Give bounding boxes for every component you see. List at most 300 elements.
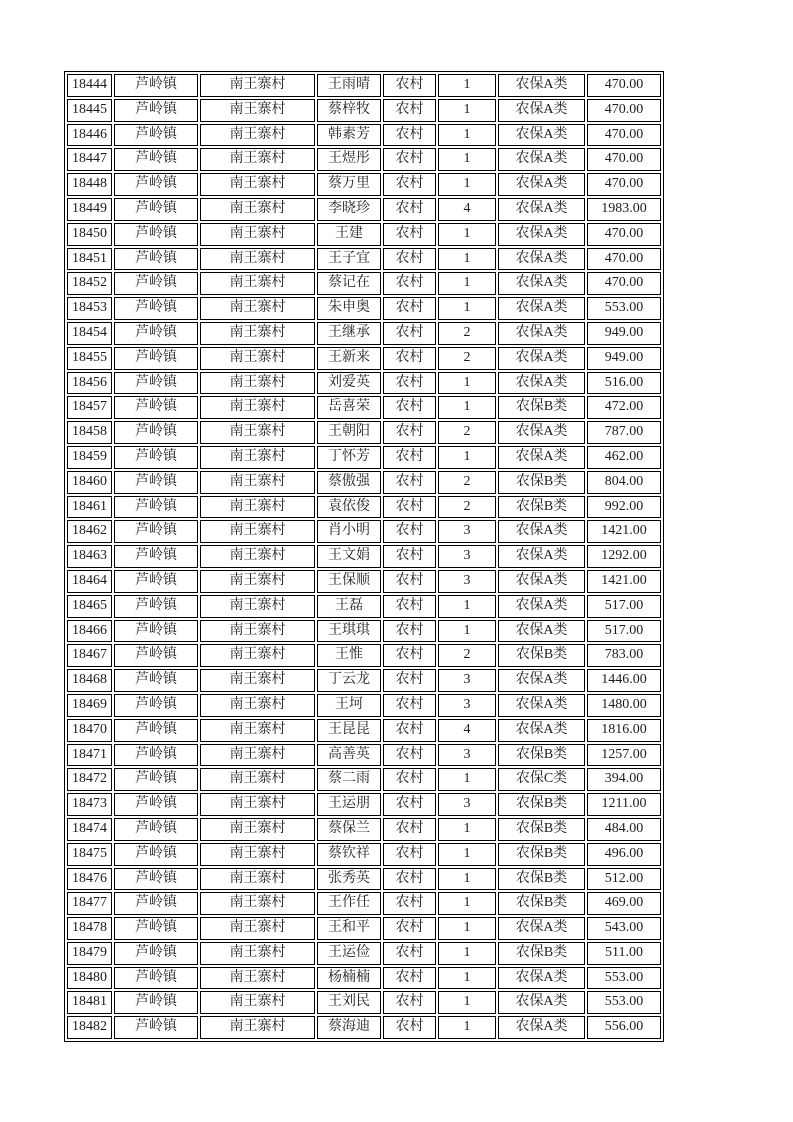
table-row — [67, 694, 661, 717]
cell-seq: 18446 — [67, 124, 112, 147]
cell-town: 芦岭镇 — [114, 471, 198, 494]
cell-town: 芦岭镇 — [114, 719, 198, 742]
cell-seq: 18468 — [67, 669, 112, 692]
cell-village: 南王寨村 — [200, 843, 315, 866]
cell-town: 芦岭镇 — [114, 843, 198, 866]
cell-amount: 470.00 — [587, 74, 661, 97]
cell-amount: 949.00 — [587, 347, 661, 370]
cell-category: 农保A类 — [498, 148, 585, 171]
cell-residence: 农村 — [383, 272, 436, 295]
cell-village: 南王寨村 — [200, 793, 315, 816]
cell-amount: 517.00 — [587, 620, 661, 643]
cell-town: 芦岭镇 — [114, 446, 198, 469]
cell-count: 1 — [438, 124, 496, 147]
cell-amount: 517.00 — [587, 595, 661, 618]
cell-village: 南王寨村 — [200, 272, 315, 295]
cell-name: 王保顺 — [317, 570, 381, 593]
cell-amount: 1480.00 — [587, 694, 661, 717]
cell-count: 2 — [438, 322, 496, 345]
cell-town: 芦岭镇 — [114, 520, 198, 543]
cell-residence: 农村 — [383, 620, 436, 643]
cell-name: 蔡二雨 — [317, 768, 381, 791]
insurance-payment-table — [64, 71, 664, 1042]
cell-name: 王文娟 — [317, 545, 381, 568]
cell-amount: 1211.00 — [587, 793, 661, 816]
table-row — [67, 744, 661, 767]
table-row — [67, 669, 661, 692]
cell-village: 南王寨村 — [200, 396, 315, 419]
cell-town: 芦岭镇 — [114, 620, 198, 643]
cell-seq: 18451 — [67, 248, 112, 271]
cell-amount: 1421.00 — [587, 570, 661, 593]
cell-village: 南王寨村 — [200, 744, 315, 767]
cell-residence: 农村 — [383, 545, 436, 568]
cell-village: 南王寨村 — [200, 991, 315, 1014]
cell-category: 农保A类 — [498, 297, 585, 320]
cell-town: 芦岭镇 — [114, 991, 198, 1014]
cell-amount: 516.00 — [587, 372, 661, 395]
cell-count: 1 — [438, 620, 496, 643]
cell-category: 农保A类 — [498, 570, 585, 593]
cell-category: 农保A类 — [498, 223, 585, 246]
cell-seq: 18480 — [67, 967, 112, 990]
cell-count: 2 — [438, 421, 496, 444]
cell-amount: 1816.00 — [587, 719, 661, 742]
cell-seq: 18466 — [67, 620, 112, 643]
cell-residence: 农村 — [383, 793, 436, 816]
cell-amount: 462.00 — [587, 446, 661, 469]
cell-count: 1 — [438, 868, 496, 891]
cell-name: 王刘民 — [317, 991, 381, 1014]
cell-village: 南王寨村 — [200, 768, 315, 791]
cell-village: 南王寨村 — [200, 545, 315, 568]
table-row — [67, 99, 661, 122]
cell-seq: 18461 — [67, 496, 112, 519]
cell-name: 高善英 — [317, 744, 381, 767]
table-row — [67, 793, 661, 816]
cell-residence: 农村 — [383, 223, 436, 246]
cell-category: 农保A类 — [498, 595, 585, 618]
cell-town: 芦岭镇 — [114, 744, 198, 767]
table-row — [67, 595, 661, 618]
cell-category: 农保A类 — [498, 446, 585, 469]
cell-residence: 农村 — [383, 372, 436, 395]
cell-seq: 18472 — [67, 768, 112, 791]
cell-residence: 农村 — [383, 768, 436, 791]
cell-amount: 992.00 — [587, 496, 661, 519]
cell-village: 南王寨村 — [200, 421, 315, 444]
cell-town: 芦岭镇 — [114, 74, 198, 97]
table-row — [67, 620, 661, 643]
cell-count: 3 — [438, 570, 496, 593]
cell-name: 王和平 — [317, 917, 381, 940]
cell-seq: 18453 — [67, 297, 112, 320]
cell-count: 1 — [438, 446, 496, 469]
cell-amount: 1421.00 — [587, 520, 661, 543]
cell-category: 农保A类 — [498, 74, 585, 97]
cell-amount: 470.00 — [587, 248, 661, 271]
cell-village: 南王寨村 — [200, 124, 315, 147]
cell-amount: 787.00 — [587, 421, 661, 444]
cell-category: 农保A类 — [498, 694, 585, 717]
cell-category: 农保A类 — [498, 719, 585, 742]
cell-amount: 496.00 — [587, 843, 661, 866]
cell-category: 农保A类 — [498, 372, 585, 395]
cell-amount: 470.00 — [587, 99, 661, 122]
cell-town: 芦岭镇 — [114, 496, 198, 519]
cell-amount: 472.00 — [587, 396, 661, 419]
cell-residence: 农村 — [383, 570, 436, 593]
cell-town: 芦岭镇 — [114, 644, 198, 667]
cell-amount: 484.00 — [587, 818, 661, 841]
cell-name: 肖小明 — [317, 520, 381, 543]
cell-residence: 农村 — [383, 74, 436, 97]
cell-village: 南王寨村 — [200, 446, 315, 469]
table-row — [67, 644, 661, 667]
cell-count: 1 — [438, 967, 496, 990]
cell-village: 南王寨村 — [200, 620, 315, 643]
cell-count: 1 — [438, 917, 496, 940]
cell-category: 农保B类 — [498, 892, 585, 915]
cell-village: 南王寨村 — [200, 917, 315, 940]
cell-seq: 18448 — [67, 173, 112, 196]
cell-category: 农保A类 — [498, 322, 585, 345]
cell-category: 农保B类 — [498, 496, 585, 519]
cell-residence: 农村 — [383, 694, 436, 717]
cell-amount: 553.00 — [587, 991, 661, 1014]
cell-amount: 470.00 — [587, 124, 661, 147]
cell-count: 1 — [438, 818, 496, 841]
cell-name: 王建 — [317, 223, 381, 246]
cell-count: 1 — [438, 148, 496, 171]
cell-town: 芦岭镇 — [114, 768, 198, 791]
cell-seq: 18452 — [67, 272, 112, 295]
cell-village: 南王寨村 — [200, 99, 315, 122]
table-row — [67, 545, 661, 568]
table-row — [67, 322, 661, 345]
cell-name: 蔡钦祥 — [317, 843, 381, 866]
cell-seq: 18462 — [67, 520, 112, 543]
cell-seq: 18473 — [67, 793, 112, 816]
cell-amount: 783.00 — [587, 644, 661, 667]
table-row — [67, 768, 661, 791]
cell-category: 农保A类 — [498, 520, 585, 543]
cell-name: 蔡万里 — [317, 173, 381, 196]
cell-amount: 470.00 — [587, 173, 661, 196]
cell-village: 南王寨村 — [200, 223, 315, 246]
cell-residence: 农村 — [383, 1016, 436, 1039]
cell-category: 农保B类 — [498, 471, 585, 494]
cell-amount: 470.00 — [587, 272, 661, 295]
cell-seq: 18464 — [67, 570, 112, 593]
cell-town: 芦岭镇 — [114, 545, 198, 568]
cell-name: 蔡傲强 — [317, 471, 381, 494]
cell-town: 芦岭镇 — [114, 818, 198, 841]
cell-count: 2 — [438, 471, 496, 494]
table-row — [67, 719, 661, 742]
cell-village: 南王寨村 — [200, 669, 315, 692]
cell-residence: 农村 — [383, 322, 436, 345]
cell-residence: 农村 — [383, 347, 436, 370]
cell-town: 芦岭镇 — [114, 148, 198, 171]
cell-amount: 470.00 — [587, 223, 661, 246]
cell-seq: 18465 — [67, 595, 112, 618]
cell-seq: 18463 — [67, 545, 112, 568]
cell-town: 芦岭镇 — [114, 793, 198, 816]
cell-name: 蔡海迪 — [317, 1016, 381, 1039]
table-row — [67, 892, 661, 915]
table-row — [67, 471, 661, 494]
cell-seq: 18450 — [67, 223, 112, 246]
cell-village: 南王寨村 — [200, 347, 315, 370]
cell-town: 芦岭镇 — [114, 124, 198, 147]
cell-category: 农保B类 — [498, 396, 585, 419]
cell-name: 王昆昆 — [317, 719, 381, 742]
cell-category: 农保A类 — [498, 1016, 585, 1039]
cell-seq: 18444 — [67, 74, 112, 97]
cell-residence: 农村 — [383, 595, 436, 618]
cell-village: 南王寨村 — [200, 868, 315, 891]
cell-name: 刘爱英 — [317, 372, 381, 395]
cell-town: 芦岭镇 — [114, 347, 198, 370]
cell-residence: 农村 — [383, 669, 436, 692]
cell-residence: 农村 — [383, 744, 436, 767]
cell-count: 1 — [438, 892, 496, 915]
cell-seq: 18467 — [67, 644, 112, 667]
cell-residence: 农村 — [383, 396, 436, 419]
cell-count: 1 — [438, 1016, 496, 1039]
cell-name: 王坷 — [317, 694, 381, 717]
cell-residence: 农村 — [383, 496, 436, 519]
cell-residence: 农村 — [383, 818, 436, 841]
cell-residence: 农村 — [383, 421, 436, 444]
cell-residence: 农村 — [383, 991, 436, 1014]
cell-count: 1 — [438, 768, 496, 791]
cell-amount: 1292.00 — [587, 545, 661, 568]
cell-residence: 农村 — [383, 148, 436, 171]
cell-category: 农保A类 — [498, 991, 585, 1014]
cell-category: 农保A类 — [498, 545, 585, 568]
cell-seq: 18455 — [67, 347, 112, 370]
cell-name: 杨楠楠 — [317, 967, 381, 990]
table-row — [67, 372, 661, 395]
cell-name: 王作任 — [317, 892, 381, 915]
cell-name: 王新来 — [317, 347, 381, 370]
cell-town: 芦岭镇 — [114, 570, 198, 593]
cell-village: 南王寨村 — [200, 496, 315, 519]
cell-count: 3 — [438, 520, 496, 543]
cell-town: 芦岭镇 — [114, 967, 198, 990]
cell-village: 南王寨村 — [200, 248, 315, 271]
table-row — [67, 942, 661, 965]
cell-residence: 农村 — [383, 644, 436, 667]
table-row — [67, 347, 661, 370]
table-row — [67, 967, 661, 990]
cell-category: 农保C类 — [498, 768, 585, 791]
cell-village: 南王寨村 — [200, 967, 315, 990]
table-row — [67, 198, 661, 221]
cell-residence: 农村 — [383, 868, 436, 891]
table-row — [67, 868, 661, 891]
cell-name: 蔡记在 — [317, 272, 381, 295]
cell-category: 农保A类 — [498, 669, 585, 692]
cell-name: 王子宜 — [317, 248, 381, 271]
cell-town: 芦岭镇 — [114, 372, 198, 395]
cell-category: 农保A类 — [498, 620, 585, 643]
cell-amount: 1257.00 — [587, 744, 661, 767]
cell-village: 南王寨村 — [200, 719, 315, 742]
cell-amount: 804.00 — [587, 471, 661, 494]
cell-seq: 18469 — [67, 694, 112, 717]
cell-name: 王琪琪 — [317, 620, 381, 643]
cell-seq: 18475 — [67, 843, 112, 866]
cell-village: 南王寨村 — [200, 595, 315, 618]
cell-town: 芦岭镇 — [114, 595, 198, 618]
cell-amount: 469.00 — [587, 892, 661, 915]
cell-count: 4 — [438, 198, 496, 221]
cell-seq: 18479 — [67, 942, 112, 965]
cell-amount: 511.00 — [587, 942, 661, 965]
cell-seq: 18447 — [67, 148, 112, 171]
table-row — [67, 991, 661, 1014]
cell-name: 王运朋 — [317, 793, 381, 816]
table-row — [67, 248, 661, 271]
cell-village: 南王寨村 — [200, 1016, 315, 1039]
cell-residence: 农村 — [383, 248, 436, 271]
cell-village: 南王寨村 — [200, 818, 315, 841]
cell-category: 农保A类 — [498, 173, 585, 196]
cell-count: 1 — [438, 595, 496, 618]
cell-category: 农保B类 — [498, 644, 585, 667]
cell-town: 芦岭镇 — [114, 694, 198, 717]
cell-name: 蔡保兰 — [317, 818, 381, 841]
cell-seq: 18460 — [67, 471, 112, 494]
cell-residence: 农村 — [383, 942, 436, 965]
cell-count: 3 — [438, 669, 496, 692]
cell-count: 1 — [438, 843, 496, 866]
cell-village: 南王寨村 — [200, 520, 315, 543]
cell-category: 农保A类 — [498, 198, 585, 221]
cell-village: 南王寨村 — [200, 942, 315, 965]
table-row — [67, 297, 661, 320]
cell-category: 农保B类 — [498, 818, 585, 841]
cell-name: 王继承 — [317, 322, 381, 345]
cell-count: 1 — [438, 248, 496, 271]
cell-category: 农保A类 — [498, 272, 585, 295]
cell-village: 南王寨村 — [200, 892, 315, 915]
cell-town: 芦岭镇 — [114, 942, 198, 965]
cell-category: 农保A类 — [498, 99, 585, 122]
cell-category: 农保B类 — [498, 744, 585, 767]
cell-count: 1 — [438, 74, 496, 97]
cell-amount: 1446.00 — [587, 669, 661, 692]
table-row — [67, 223, 661, 246]
table-row — [67, 124, 661, 147]
cell-village: 南王寨村 — [200, 198, 315, 221]
cell-category: 农保A类 — [498, 967, 585, 990]
cell-count: 1 — [438, 942, 496, 965]
cell-town: 芦岭镇 — [114, 396, 198, 419]
cell-seq: 18445 — [67, 99, 112, 122]
cell-town: 芦岭镇 — [114, 892, 198, 915]
cell-category: 农保A类 — [498, 124, 585, 147]
cell-seq: 18477 — [67, 892, 112, 915]
table-row — [67, 570, 661, 593]
cell-town: 芦岭镇 — [114, 868, 198, 891]
cell-residence: 农村 — [383, 471, 436, 494]
cell-name: 王煜彤 — [317, 148, 381, 171]
cell-count: 3 — [438, 694, 496, 717]
cell-residence: 农村 — [383, 892, 436, 915]
cell-count: 1 — [438, 297, 496, 320]
cell-count: 2 — [438, 496, 496, 519]
cell-amount: 512.00 — [587, 868, 661, 891]
table-row — [67, 148, 661, 171]
cell-category: 农保A类 — [498, 248, 585, 271]
cell-residence: 农村 — [383, 297, 436, 320]
cell-category: 农保A类 — [498, 421, 585, 444]
cell-seq: 18474 — [67, 818, 112, 841]
cell-name: 王雨晴 — [317, 74, 381, 97]
cell-residence: 农村 — [383, 719, 436, 742]
table-row — [67, 396, 661, 419]
cell-name: 丁云龙 — [317, 669, 381, 692]
cell-town: 芦岭镇 — [114, 173, 198, 196]
cell-village: 南王寨村 — [200, 471, 315, 494]
cell-count: 1 — [438, 272, 496, 295]
table-row — [67, 917, 661, 940]
cell-residence: 农村 — [383, 99, 436, 122]
cell-town: 芦岭镇 — [114, 297, 198, 320]
table-row — [67, 74, 661, 97]
table-row — [67, 843, 661, 866]
table-row — [67, 173, 661, 196]
cell-town: 芦岭镇 — [114, 917, 198, 940]
cell-name: 李晓珍 — [317, 198, 381, 221]
cell-count: 3 — [438, 545, 496, 568]
cell-residence: 农村 — [383, 917, 436, 940]
cell-category: 农保A类 — [498, 917, 585, 940]
cell-town: 芦岭镇 — [114, 322, 198, 345]
cell-village: 南王寨村 — [200, 148, 315, 171]
cell-seq: 18482 — [67, 1016, 112, 1039]
cell-name: 张秀英 — [317, 868, 381, 891]
cell-amount: 553.00 — [587, 967, 661, 990]
cell-count: 1 — [438, 173, 496, 196]
cell-category: 农保B类 — [498, 793, 585, 816]
cell-residence: 农村 — [383, 520, 436, 543]
cell-count: 3 — [438, 744, 496, 767]
cell-name: 王运俭 — [317, 942, 381, 965]
cell-seq: 18476 — [67, 868, 112, 891]
cell-amount: 1983.00 — [587, 198, 661, 221]
cell-town: 芦岭镇 — [114, 669, 198, 692]
cell-seq: 18458 — [67, 421, 112, 444]
cell-category: 农保B类 — [498, 868, 585, 891]
cell-residence: 农村 — [383, 198, 436, 221]
cell-amount: 556.00 — [587, 1016, 661, 1039]
cell-seq: 18481 — [67, 991, 112, 1014]
cell-amount: 949.00 — [587, 322, 661, 345]
cell-village: 南王寨村 — [200, 322, 315, 345]
table-row — [67, 818, 661, 841]
cell-village: 南王寨村 — [200, 173, 315, 196]
cell-name: 丁怀芳 — [317, 446, 381, 469]
cell-name: 王朝阳 — [317, 421, 381, 444]
cell-count: 3 — [438, 793, 496, 816]
cell-category: 农保B类 — [498, 942, 585, 965]
cell-town: 芦岭镇 — [114, 198, 198, 221]
